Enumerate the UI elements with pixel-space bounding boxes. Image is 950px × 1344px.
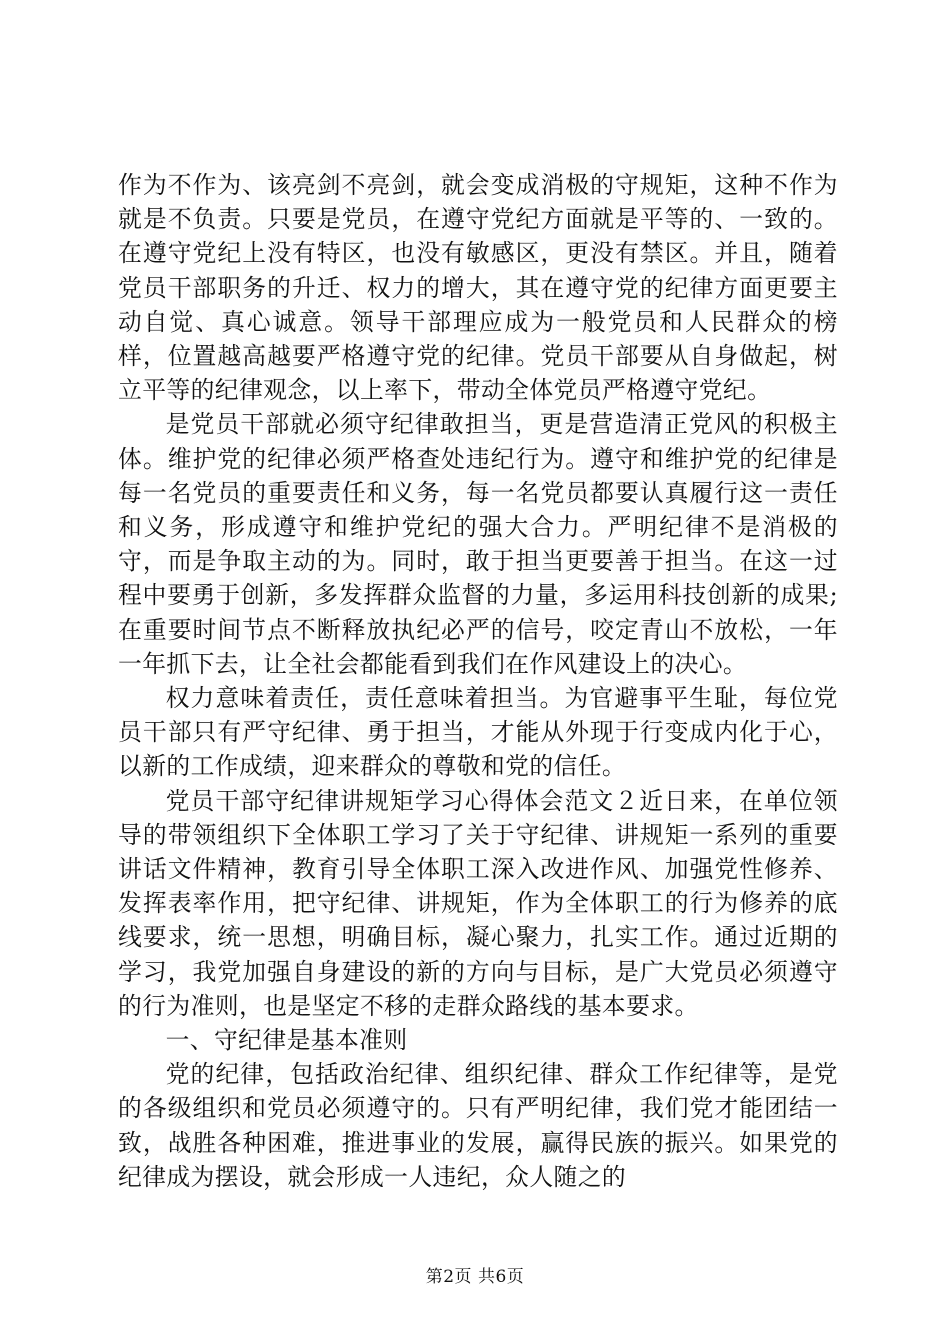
paragraph-1: 作为不作为、该亮剑不亮剑，就会变成消极的守规矩，这种不作为就是不负责。只要是党员，在遵守党纪方面就是平等的、一致的。在遵守党纪上没有特区，也没有敏感区，更没有禁区。并且，随着党员干部职务的升迁、权力的增大，其在遵守党的纪律方面更要主动自觉、真心诚意。领导干部理应成为一般党员和人民群众的榜样，位置越高越要严格遵守党的纪律。党员干部要从自身做起，树立平等的纪律观念，以上率下，带动全体党员严格遵守党纪。 <box>118 171 838 405</box>
section-heading: 一、守纪律是基本准则 <box>165 1026 408 1055</box>
paragraph-4: 党员干部守纪律讲规矩学习心得体会范文２近日来，在单位领导的带领组织下全体职工学习了关于守纪律、讲规矩一系列的重要讲话文件精神，教育引导全体职工深入改进作风、加强党性修养、发挥表率作用，把守纪律、讲规矩，作为全体职工的行为修养的底线要求，统一思想，明确目标，凝心聚力，扎实工作。通过近期的学习，我党加强自身建设的新的方向与目标，是广大党员必须遵守的行为准则，也是坚定不移的走群众路线的基本要求。 <box>118 786 838 1020</box>
paragraph-5: 党的纪律，包括政治纪律、组织纪律、群众工作纪律等，是党的各级组织和党员必须遵守的。只有严明纪律，我们党才能团结一致，战胜各种困难，推进事业的发展，赢得民族的振兴。如果党的纪律成为摆设，就会形成一人违纪，众人随之的 <box>118 1060 838 1191</box>
paragraph-2: 是党员干部就必须守纪律敢担当，更是营造清正党风的积极主体。维护党的纪律必须严格查处违纪行为。遵守和维护党的纪律是每一名党员的重要责任和义务，每一名党员都要认真履行这一责任和义务，形成遵守和维护党纪的强大合力。严明纪律不是消极的守，而是争取主动的为。同时，敢于担当更要善于担当。在这一过程中要勇于创新，多发挥群众监督的力量，多运用科技创新的成果;在重要时间节点不断释放执纪必严的信号，咬定青山不放松，一年一年抓下去，让全社会都能看到我们在作风建设上的决心。 <box>118 410 838 678</box>
page-number-footer: 第2页 共6页 <box>425 1267 525 1287</box>
paragraph-3: 权力意味着责任，责任意味着担当。为官避事平生耻，每位党员干部只有严守纪律、勇于担当，才能从外现于行变成内化于心，以新的工作成绩，迎来群众的尊敬和党的信任。 <box>118 684 838 781</box>
document-body <box>118 168 838 1194</box>
